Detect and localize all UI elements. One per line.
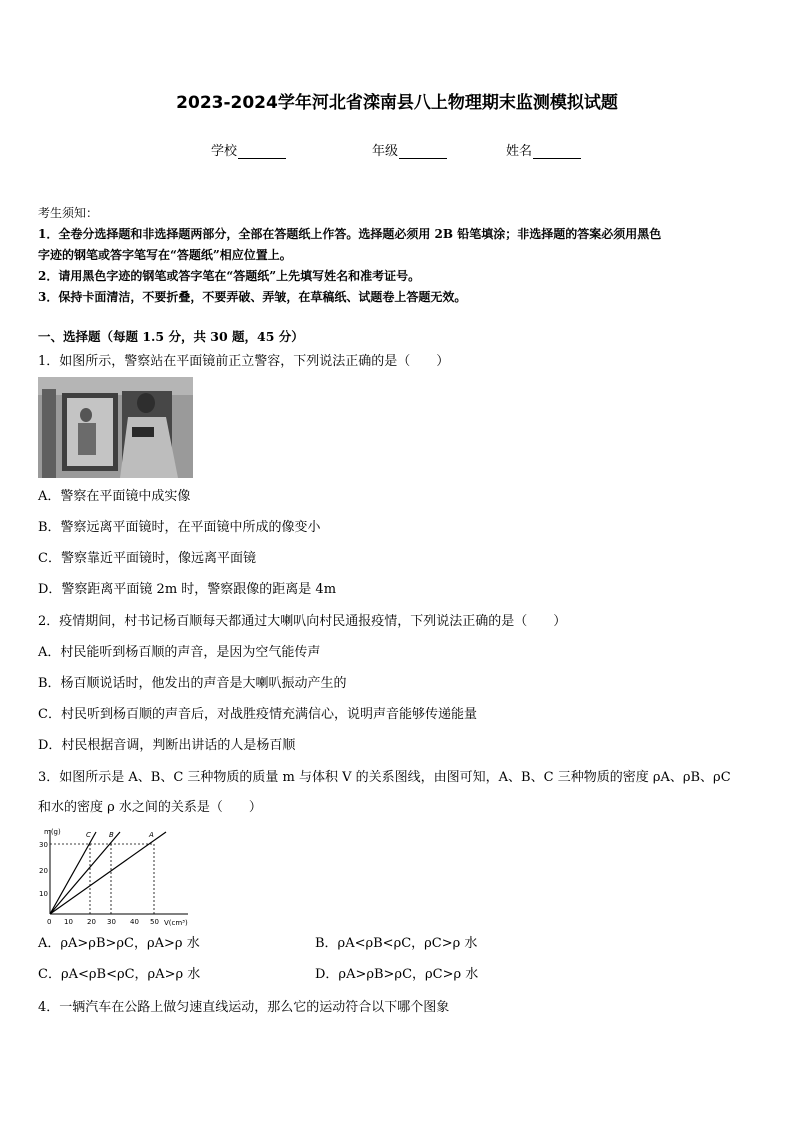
- notice-item: 1．全卷分选择题和非选择题两部分，全部在答题纸上作答。选择题必须用 2B 铅笔填涂；非选择题的答案必须用黑色: [38, 227, 662, 241]
- y-axis-label: m(g): [44, 828, 61, 836]
- notice-item: 3．保持卡面清洁，不要折叠，不要弄破、弄皱，在草稿纸、试题卷上答题无效。: [38, 290, 467, 304]
- question-2-option-a[interactable]: A．村民能听到杨百顺的声音，是因为空气能传声: [38, 645, 321, 660]
- line-c: [50, 832, 96, 914]
- notice-item: 2．请用黑色字迹的钢笔或答字笔在“答题纸”上先填写姓名和准考证号。: [38, 269, 421, 283]
- grade-label: 年级: [372, 144, 399, 159]
- notice-head: 考生须知：: [38, 206, 99, 220]
- name-field[interactable]: [506, 140, 581, 159]
- y-tick-label: 10: [39, 890, 48, 898]
- school-field[interactable]: [211, 140, 286, 159]
- question-1-option-d[interactable]: D．警察距离平面镜 2m 时，警察跟像的距离是 4m: [38, 582, 337, 597]
- question-1-option-b[interactable]: B．警察远离平面镜时，在平面镜中所成的像变小: [38, 520, 321, 535]
- mass-volume-graph: [36, 826, 198, 932]
- question-3-stem-line-1: 3．如图所示是 A、B、C 三种物质的质量 m 与体积 V 的关系图线，由图可知，A、B、C 三种物质的密度 ρA、ρB、ρC: [38, 770, 731, 785]
- question-3-option-c[interactable]: C．ρA<ρB<ρC，ρA>ρ 水: [38, 967, 201, 982]
- x-axis-label: V(cm³): [164, 919, 188, 927]
- page-title: 2023-2024学年河北省滦南县八上物理期末监测模拟试题: [176, 93, 618, 113]
- question-3-option-a[interactable]: A．ρA>ρB>ρC，ρA>ρ 水: [38, 936, 200, 951]
- line-label-a: A: [149, 831, 154, 839]
- notice-item: 字迹的钢笔或答字笔写在“答题纸”相应位置上。: [38, 248, 292, 262]
- y-tick-label: 30: [39, 841, 48, 849]
- question-2-option-c[interactable]: C．村民听到杨百顺的声音后，对战胜疫情充满信心，说明声音能够传递能量: [38, 707, 477, 722]
- question-1-option-c[interactable]: C．警察靠近平面镜时，像远离平面镜: [38, 551, 256, 566]
- x-tick-label: 10: [64, 918, 73, 926]
- police-mirror-photo: [38, 377, 193, 478]
- section-heading: 一、选择题（每题 1.5 分，共 30 题，45 分）: [38, 329, 304, 344]
- grade-field[interactable]: [372, 140, 447, 159]
- x-tick-label: 0: [47, 918, 52, 926]
- x-tick-label: 50: [150, 918, 159, 926]
- question-2-option-b[interactable]: B．杨百顺说话时，他发出的声音是大喇叭振动产生的: [38, 676, 347, 691]
- question-3-stem-line-2: 和水的密度 ρ 水之间的关系是（ ）: [38, 800, 262, 815]
- name-label: 姓名: [506, 144, 533, 159]
- x-tick-label: 20: [87, 918, 96, 926]
- question-3-option-b[interactable]: B．ρA<ρB<ρC，ρC>ρ 水: [315, 936, 478, 951]
- school-label: 学校: [211, 144, 238, 159]
- question-4-stem: 4．一辆汽车在公路上做匀速直线运动，那么它的运动符合以下哪个图象: [38, 1000, 450, 1015]
- exam-notice: [38, 203, 760, 308]
- y-tick-label: 20: [39, 867, 48, 875]
- x-tick-label: 30: [107, 918, 116, 926]
- line-label-b: B: [109, 831, 114, 839]
- line-label-c: C: [86, 831, 91, 839]
- question-1-option-a[interactable]: A．警察在平面镜中成实像: [38, 489, 191, 504]
- question-2-option-d[interactable]: D．村民根据音调，判断出讲话的人是杨百顺: [38, 738, 296, 753]
- question-2-stem: 2．疫情期间，村书记杨百顺每天都通过大喇叭向村民通报疫情，下列说法正确的是（ ）: [38, 614, 567, 629]
- question-1-stem: 1．如图所示，警察站在平面镜前正立警容，下列说法正确的是（ ）: [38, 354, 450, 369]
- line-b: [50, 832, 120, 914]
- x-tick-label: 40: [130, 918, 139, 926]
- question-3-option-d[interactable]: D．ρA>ρB>ρC，ρC>ρ 水: [315, 967, 479, 982]
